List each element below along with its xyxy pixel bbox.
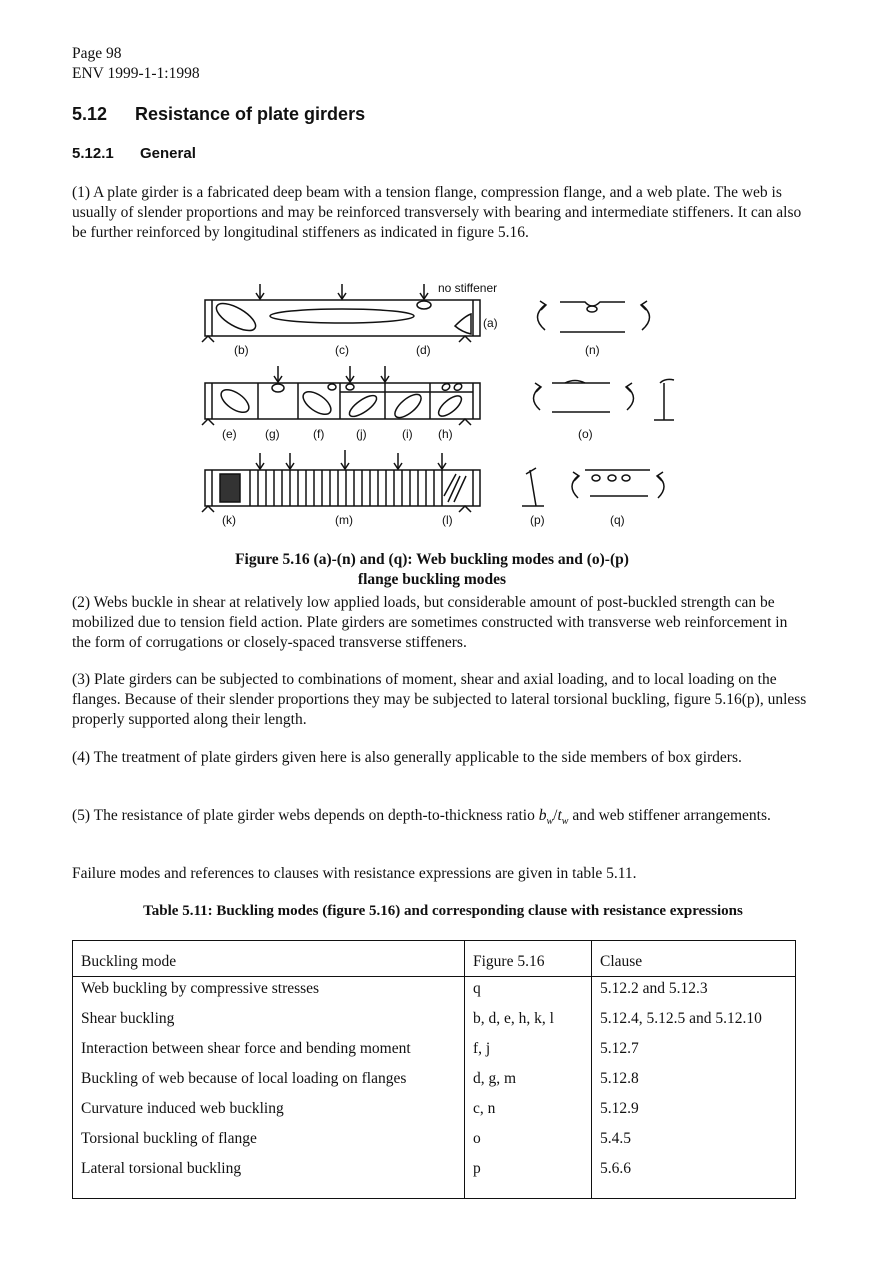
- label-c: (c): [335, 343, 349, 357]
- table-caption: Table 5.11: Buckling modes (figure 5.16) and corresponding clause with resistance expressions: [143, 903, 743, 919]
- cell-clause: 5.12.7: [592, 1037, 796, 1067]
- cell-figure: q: [465, 977, 592, 1008]
- cell-figure: f, j: [465, 1037, 592, 1067]
- paragraph-4: (4) The treatment of plate girders given here is also generally applicable to the side members of box girders.: [72, 749, 742, 766]
- paragraph-2: (2) Webs buckle in shear at relatively low applied loads, but considerable amount of post-buckled strength can be mobilized due to tension field action. Plate girders are sometimes constructed with transverse web reinforcement in the form of corrugations or closely-spaced transverse stiffeners.: [72, 594, 788, 651]
- label-n: (n): [585, 343, 600, 357]
- cell-mode: Web buckling by compressive stresses: [73, 977, 465, 1008]
- label-h: (h): [438, 427, 453, 441]
- paragraph-5-text-b: and web stiffener arrangements.: [568, 807, 771, 824]
- cell-mode: Buckling of web because of local loading on flanges: [73, 1067, 465, 1097]
- cell-mode: Shear buckling: [73, 1007, 465, 1037]
- paragraph-1: (1) A plate girder is a fabricated deep beam with a tension flange, compression flange, and a web plate. The web is usually of slender proportions and may be reinforced transversely with bearing and intermediate stiffeners. It can also be further reinforced by longitudinal stiffeners as indicated in figure 5.16.: [72, 184, 802, 241]
- cell-figure: c, n: [465, 1097, 592, 1127]
- cell-figure: b, d, e, h, k, l: [465, 1007, 592, 1037]
- paragraph-5: [72, 806, 807, 832]
- symbol-t: t: [557, 807, 562, 824]
- table-row: [73, 1157, 796, 1199]
- paragraph-6: Failure modes and references to clauses with resistance expressions are given in table 5.11.: [72, 865, 637, 882]
- subsection-heading: [72, 145, 196, 162]
- table-row: [73, 1097, 796, 1127]
- cell-clause: 5.12.8: [592, 1067, 796, 1097]
- table-row: [73, 1127, 796, 1157]
- label-a: (a): [483, 316, 498, 330]
- label-d: (d): [416, 343, 431, 357]
- standard-reference: ENV 1999-1-1:1998: [72, 65, 200, 82]
- cell-figure: p: [465, 1157, 592, 1199]
- subsection-number: 5.12.1: [72, 145, 114, 162]
- cell-clause: 5.6.6: [592, 1157, 796, 1199]
- cell-figure: o: [465, 1127, 592, 1157]
- cell-mode: Lateral torsional buckling: [73, 1157, 465, 1199]
- header-buckling-mode: Buckling mode: [73, 941, 465, 977]
- cell-clause: 5.12.2 and 5.12.3: [592, 977, 796, 1008]
- label-l: (l): [442, 513, 453, 527]
- page-header: [72, 44, 200, 84]
- figure-caption-line2: flange buckling modes: [357, 571, 507, 588]
- label-m: (m): [335, 513, 353, 527]
- label-k: (k): [222, 513, 236, 527]
- label-no-stiffener: no stiffener: [438, 281, 498, 295]
- figure-caption-line1: Figure 5.16 (a)-(n) and (q): Web buckling modes and (o)-(p): [235, 551, 629, 568]
- cell-mode: Interaction between shear force and bending moment: [73, 1037, 465, 1067]
- paragraph-5-text-a: (5) The resistance of plate girder webs depends on depth-to-thickness ratio: [72, 807, 539, 824]
- label-i: (i): [402, 427, 413, 441]
- table-row: [73, 1007, 796, 1037]
- subsection-title: General: [140, 145, 196, 162]
- label-j: (j): [356, 427, 367, 441]
- section-number: 5.12: [72, 104, 108, 124]
- cell-figure: d, g, m: [465, 1067, 592, 1097]
- figure-5-16-diagram: [180, 270, 680, 540]
- symbol-slash: /: [553, 807, 558, 824]
- table-row: [73, 1067, 796, 1097]
- symbol-b: b: [538, 807, 547, 824]
- cell-mode: Torsional buckling of flange: [73, 1127, 465, 1157]
- girder-row3: [205, 470, 480, 506]
- label-f: (f): [313, 427, 325, 441]
- label-p: (p): [530, 513, 545, 527]
- cell-mode: Curvature induced web buckling: [73, 1097, 465, 1127]
- buckling-modes-table: [72, 940, 796, 1199]
- symbol-b-sub: w: [546, 816, 554, 828]
- figure-caption: [72, 550, 792, 590]
- label-e: (e): [222, 427, 237, 441]
- label-g: (g): [265, 427, 280, 441]
- label-o: (o): [578, 427, 593, 441]
- table-header-row: [73, 941, 796, 977]
- header-figure: Figure 5.16: [465, 941, 592, 977]
- table-row: [73, 1037, 796, 1067]
- paragraph-3: (3) Plate girders can be subjected to combinations of moment, shear and axial loading, and to local loading on the flanges. Because of their slender proportions they may be subjected to lateral torsional buckling, figure 5.16(p), unless properly supported along their length.: [72, 671, 807, 728]
- symbol-t-sub: w: [561, 816, 569, 828]
- section-title: Resistance of plate girders: [135, 104, 366, 124]
- page-number: Page 98: [72, 45, 122, 62]
- cell-clause: 5.12.4, 5.12.5 and 5.12.10: [592, 1007, 796, 1037]
- cell-clause: 5.4.5: [592, 1127, 796, 1157]
- header-clause: Clause: [592, 941, 796, 977]
- cell-clause: 5.12.9: [592, 1097, 796, 1127]
- label-b: (b): [234, 343, 249, 357]
- section-heading: [72, 104, 365, 125]
- table-row: [73, 977, 796, 1008]
- label-q: (q): [610, 513, 625, 527]
